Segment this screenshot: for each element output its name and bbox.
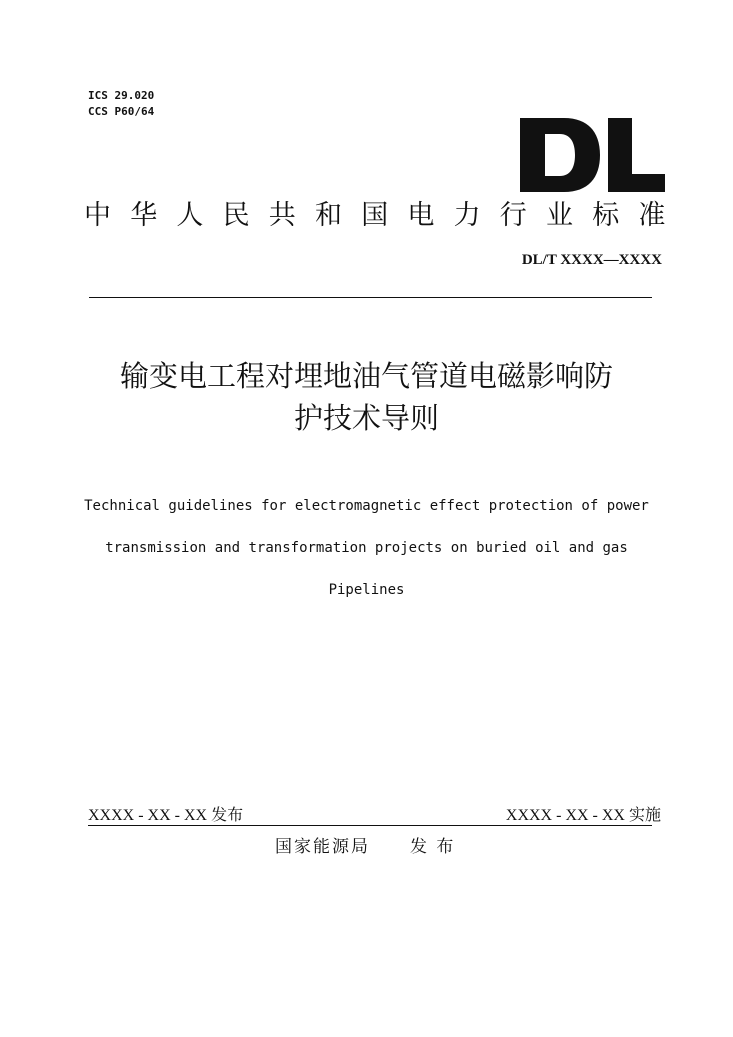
implement-date: XXXX - XX - XX 实施 — [505, 807, 661, 824]
title-en-line-3: Pipelines — [328, 582, 405, 598]
document-title-zh — [60, 355, 673, 439]
dl-logo — [520, 118, 665, 192]
ccs-code: CCS P60/64 — [88, 105, 155, 118]
logo-letter-d — [520, 118, 600, 192]
ics-code: ICS 29.020 — [88, 89, 155, 102]
header-divider — [89, 297, 652, 298]
issuing-authority — [275, 832, 455, 857]
publish-date: XXXX - XX - XX 发布 — [88, 807, 244, 824]
footer-divider — [88, 825, 652, 826]
title-zh-line-2: 护技术导则 — [293, 401, 439, 435]
issuing-agency: 国家能源局 — [275, 837, 370, 857]
issuing-action: 发 布 — [410, 837, 456, 857]
standard-category-title: 中华人民共和国电力行业标准 — [84, 200, 685, 231]
standard-number: DL/T XXXX—XXXX — [521, 252, 662, 268]
title-zh-line-1: 输变电工程对埋地油气管道电磁影响防 — [119, 359, 613, 393]
document-title-en — [60, 485, 673, 611]
title-en-line-1: Technical guidelines for electromagnetic effect protection of power — [84, 498, 649, 514]
classification-codes — [88, 88, 154, 120]
title-en-line-2: transmission and transformation projects on buried oil and gas — [105, 540, 628, 556]
logo-letter-l — [608, 118, 665, 192]
